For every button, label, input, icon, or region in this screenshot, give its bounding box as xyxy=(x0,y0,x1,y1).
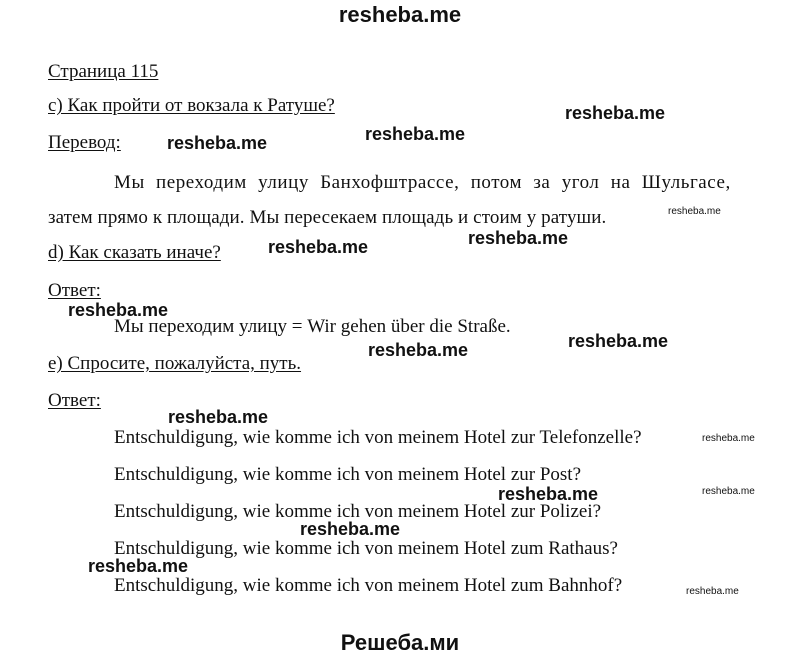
translation-label: Перевод: xyxy=(48,132,121,153)
answer-d: Мы переходим улицу = Wir gehen über die Straße. xyxy=(114,316,511,337)
answer-e-2: Entschuldigung, wie komme ich von meinem Hotel zur Post? xyxy=(114,464,582,485)
section-c-heading: c) Как пройти от вокзала к Ратуше? xyxy=(48,95,335,116)
watermark: resheba.me xyxy=(365,124,466,144)
watermark: resheba.me xyxy=(167,133,268,153)
watermark-small: resheba.me xyxy=(702,433,755,444)
watermark: resheba.me xyxy=(498,484,599,504)
footer-site-title: Решеба.ми xyxy=(340,630,460,655)
answer-label-d: Ответ: xyxy=(48,280,101,301)
header-site-title: resheba.me xyxy=(338,2,462,27)
watermark: resheba.me xyxy=(68,300,169,320)
translation-line-1: Мы переходим улицу Банхофштрассе, потом за угол на Шульгасе, xyxy=(114,172,731,193)
watermark: resheba.me xyxy=(565,103,666,123)
watermark: resheba.me xyxy=(88,556,189,576)
answer-e-1: Entschuldigung, wie komme ich von meinem Hotel zur Telefonzelle? xyxy=(114,427,642,448)
answer-e-5: Entschuldigung, wie komme ich von meinem Hotel zum Bahnhof? xyxy=(114,575,623,596)
watermark-small: resheba.me xyxy=(668,206,721,217)
watermark: resheba.me xyxy=(168,407,269,427)
watermark-small: resheba.me xyxy=(686,586,739,597)
watermark-small: resheba.me xyxy=(702,486,755,497)
watermark: resheba.me xyxy=(468,228,569,248)
section-e-heading: e) Спросите, пожалуйста, путь. xyxy=(48,353,302,374)
section-d-heading: d) Как сказать иначе? xyxy=(48,242,221,263)
answer-label-e: Ответ: xyxy=(48,390,101,411)
watermark: resheba.me xyxy=(568,331,669,351)
watermark: resheba.me xyxy=(268,237,369,257)
page-label: Страница 115 xyxy=(48,61,159,82)
answer-e-4: Entschuldigung, wie komme ich von meinem Hotel zum Rathaus? xyxy=(114,538,618,559)
translation-line-2: затем прямо к площади. Мы пересекаем площадь и стоим у ратуши. xyxy=(48,207,607,228)
answer-e-3: Entschuldigung, wie komme ich von meinem Hotel zur Polizei? xyxy=(114,501,602,522)
watermark: resheba.me xyxy=(368,340,469,360)
watermark: resheba.me xyxy=(300,519,401,539)
